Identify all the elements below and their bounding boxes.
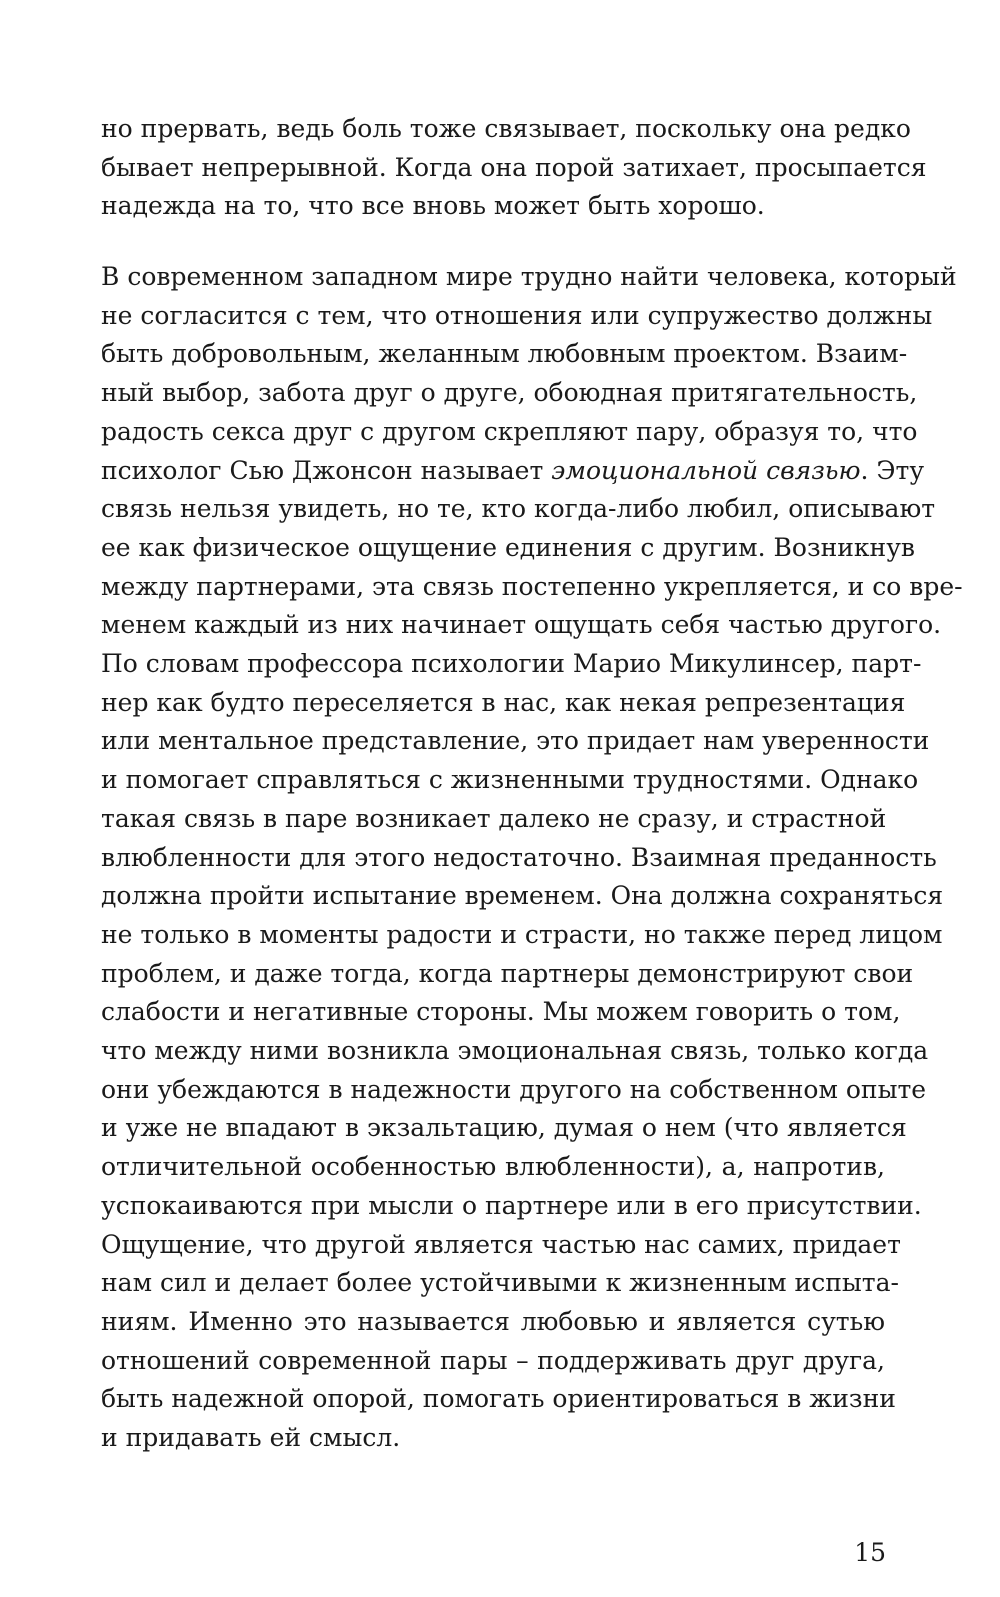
paragraph-1-line: но прервать, ведь боль тоже связывает, поскольку она редко [101, 114, 911, 143]
paragraph-2-line: и помогает справляться с жизненными трудностями. Однако [101, 765, 919, 794]
paragraph-2-line: влюбленности для этого недостаточно. Взаимная преданность [101, 843, 937, 872]
paragraph-2-line: успокаиваются при мысли о партнере или в его присутствии. [101, 1191, 922, 1220]
paragraph-2-line: слабости и негативные стороны. Мы можем говорить о том, [101, 997, 901, 1026]
paragraph-2-line: нам сил и делает более устойчивыми к жизненным испыта- [101, 1268, 899, 1297]
paragraph-2-line: связь нельзя увидеть, но те, кто когда-либо любил, описывают [101, 494, 936, 523]
paragraph-2-line: или ментальное представление, это придает нам уверенности [101, 726, 930, 755]
paragraph-2-line: ее как физическое ощущение единения с другим. Возникнув [101, 533, 915, 562]
paragraph-2-line: ный выбор, забота друг о друге, обоюдная притягательность, [101, 378, 918, 407]
paragraph-2-line: нер как будто переселяется в нас, как некая репрезентация [101, 688, 906, 717]
paragraph-2-line: В современном западном мире трудно найти человека, который [101, 262, 957, 291]
paragraph-2-line: должна пройти испытание временем. Она должна сохраняться [101, 881, 944, 910]
paragraph-2-line: проблем, и даже тогда, когда партнеры демонстрируют свои [101, 959, 914, 988]
line-segment: . Эту [860, 456, 925, 485]
paragraph-2-line: менем каждый из них начинает ощущать себя частью другого. [101, 610, 942, 639]
paragraph-2-line: такая связь в паре возникает далеко не сразу, и страстной [101, 804, 887, 833]
page-number: 15 [854, 1538, 886, 1567]
emphasis-term: эмоциональной связью [551, 456, 861, 485]
paragraph-2-line: что между ними возникла эмоциональная связь, только когда [101, 1036, 929, 1065]
paragraph-2-line: и уже не впадают в экзальтацию, думая о нем (что является [101, 1113, 907, 1142]
paragraph-2-line: быть надежной опорой, помогать ориентироваться в жизни [101, 1384, 896, 1413]
paragraph-2-line: и придавать ей смысл. [101, 1423, 401, 1452]
paragraph-2-line: они убеждаются в надежности другого на собственном опыте [101, 1075, 927, 1104]
paragraph-2-line: Ощущение, что другой является частью нас самих, придает [101, 1230, 901, 1259]
paragraph-2-line [101, 452, 925, 489]
paragraph-2-line: ниям. Именно это называется любовью и является сутью [101, 1307, 885, 1336]
paragraph-1-line: надежда на то, что все вновь может быть хорошо. [101, 191, 765, 220]
line-segment: психолог Сью Джонсон называет [101, 456, 552, 485]
paragraph-2-line: отличительной особенностью влюбленности), а, напротив, [101, 1152, 885, 1181]
paragraph-2-line: между партнерами, эта связь постепенно укрепляется, и со вре- [101, 572, 963, 601]
paragraph-2-line: не согласится с тем, что отношения или супружество должны [101, 301, 933, 330]
paragraph-2-line: По словам профессора психологии Марио Микулинсер, парт- [101, 649, 922, 678]
paragraph-2-line: не только в моменты радости и страсти, но также перед лицом [101, 920, 943, 949]
paragraph-1-line: бывает непрерывной. Когда она порой затихает, просыпается [101, 153, 927, 182]
paragraph-2-line: радость секса друг с другом скрепляют пару, образуя то, что [101, 417, 918, 446]
paragraph-2-line: отношений современной пары – поддерживать друг друга, [101, 1346, 885, 1375]
paragraph-2-line: быть добровольным, желанным любовным проектом. Взаим- [101, 339, 908, 368]
